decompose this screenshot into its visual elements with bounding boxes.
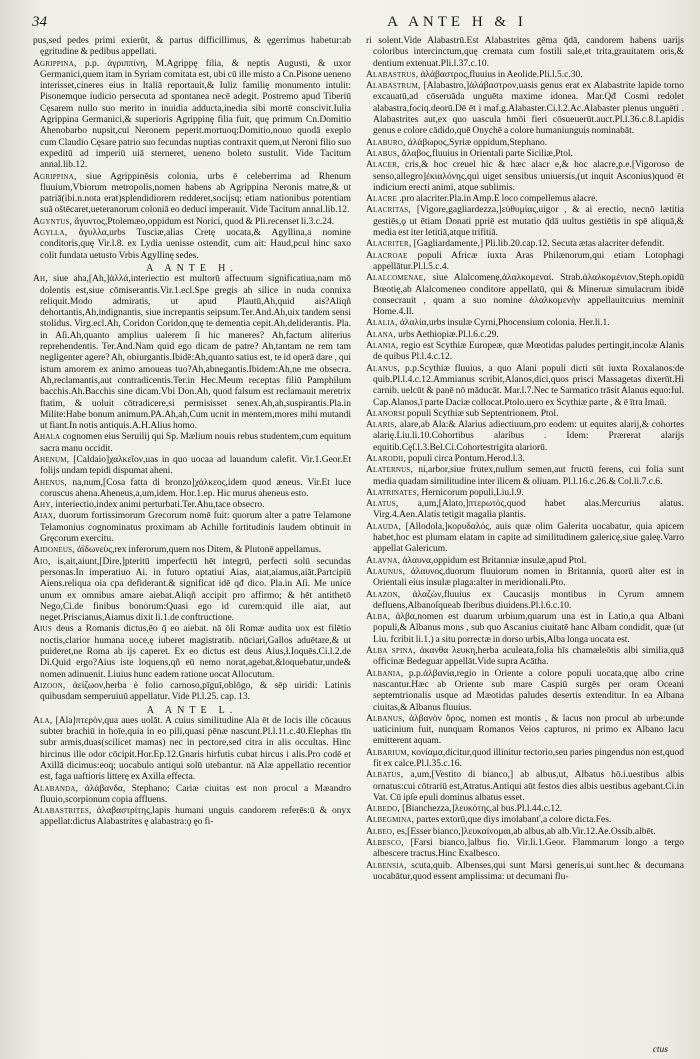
entry-lemma: Aidoneus, — [33, 545, 77, 556]
entry-lemma: Alatrinates, — [366, 487, 422, 498]
entry-alazon — [366, 590, 684, 613]
entry-lemma: Ahenus, — [33, 477, 73, 488]
entry-text: ἀλαυνα,oppidum est Britanniæ insulæ,apud Ptol. — [402, 555, 587, 566]
entry-text: urbs Aethiopiæ.Pl.l.6.c.29. — [398, 329, 499, 340]
right-column — [366, 36, 684, 1046]
entry-albarium — [366, 748, 684, 771]
entry-alaris — [366, 420, 684, 454]
entry-alanus — [366, 364, 684, 409]
entry-ahala — [33, 432, 351, 455]
entry-text: populi circa Pontum.Herod.l.3. — [407, 453, 525, 464]
entry-lemma: Alazon, — [366, 589, 413, 600]
entry-lemma: Alania, — [366, 341, 401, 352]
entry-alacre — [366, 194, 684, 205]
entry-lemma: Albensia, — [366, 860, 412, 871]
entry-text: ἀλάβωρος,Syriæ oppidum,Stephano. — [407, 137, 548, 148]
entry-alavna — [366, 556, 684, 567]
catchword: ctus — [652, 1045, 668, 1055]
entry-text: ἄγυντος,Ptolemæo,oppidum est Norici, quod & Pli.recenset li.3.c.24. — [74, 216, 335, 227]
entry-lemma: Ala, — [33, 715, 56, 726]
entry-lemma: Alacroae — [366, 250, 418, 261]
entry-text: partes extorū,que diys imolabanť,a colore dicta.Fes. — [416, 815, 612, 826]
entry-lemma: Alabastrites, — [33, 806, 97, 817]
entry-text: ἄγυλλα,urbs Tusciæ,alias Cretę uocata,& Agyllina,a nomine conditoris,quę Vir.l.8. ex Lydia uenisse ostendit, cum ait: Haud,pcul hinc saxo colit fundata uetusto Vrbis Agyllinę sedes. — [40, 228, 351, 261]
entry-text: ἀλαυνος,duorum fluuiorum nomen in Britannia, quorū alter est in Orientali eius insulæ plaga:alter in meridionali.Pto. — [373, 566, 684, 589]
left-column — [33, 36, 351, 1036]
entry-alarodii — [366, 454, 684, 465]
entry-lemma: Alanus, — [366, 363, 405, 374]
entry-aiax — [33, 511, 351, 545]
entry-aidoneus — [33, 545, 351, 556]
entry-lemma: Aizoon, — [33, 680, 73, 691]
entry-text: na,num,[Cosa fatta di bronzo]χάλκεος,idem quod æneus. Vir.Et luce coruscus ahena.Aheneus,a,um,idem. Hor.1.ep. Hic murus aheneus esto. — [40, 477, 351, 499]
entry-lemma: Alaunus, — [366, 566, 411, 577]
entry-alabastrus — [366, 70, 684, 81]
entry-lemma: Albedo, — [366, 804, 403, 815]
entry-lemma: Alba, — [366, 612, 396, 623]
entry-lemma: Alanorsi — [366, 408, 407, 419]
entry-lemma: Aius — [33, 624, 57, 635]
entry-text: [Allodola,]κορυδαλός, auis quæ olim Galerita uocabatur, quia apicem habet,hoc est plumam elatam in capite ad similitudinem galericę,siue galeę.Varro appellat Galericum. — [373, 521, 684, 555]
entry-agrippina — [33, 59, 351, 172]
entry-text: cognomen eius Seruilij qui Sp. Mælium nouis rebus studentem,cum equitum sacra manu occidit. — [40, 432, 351, 454]
entry-albensia — [366, 861, 684, 884]
entry-aizoon — [33, 681, 351, 704]
entry-text: ἀκανθα λευκη,herba aculeata,folia hīs chamæleōtis albi similia,quā officinæ Bedeguar appellāt.Vide supra Acātha. — [373, 646, 684, 668]
entry-text: es,[Esser bianco,]λευκαίνομαι,ab albus,ab alb.Vir.12.Ae.Ossib.albēt. — [396, 826, 656, 837]
entry-text: scuta,quib. Albenses,qui sunt Marsi generis,ui sunt.hec & decumana uocabātur,quod essent amplissima: ut decumani flu- — [373, 860, 684, 882]
entry-alaburo — [366, 138, 684, 149]
entry-text: ni,arbor,siue frutex,nullum semen,aut fructū ferens, cui folia sunt media quadam similitudine inter ilicem & oliuam. Pl.l.16.c.26.& Col.li.7.c.6. — [373, 465, 684, 487]
entry-alacer — [366, 160, 684, 194]
entry-text: ἀϊδωνεὺς,rex inferorum,quem nos Ditem, & Plutonē appellamus. — [76, 545, 322, 556]
entry-alba — [366, 612, 684, 646]
entry-text: ἀλβα,nomen est duarum urbium,quarum una est in Latio,a qua Albani populi,& Albanus mons , sub quo Ascanius ciuitatē hanc Albam condidit, quæ (ut Liu. fcribit li.1.) a situ porrectæ in dorso urbis,Alba longa uocata est. — [373, 612, 684, 645]
entry-alaunus — [366, 567, 684, 590]
entry-lemma: Albanus, — [366, 713, 410, 724]
entry-ahenum — [33, 455, 351, 478]
entry-alalia — [366, 318, 684, 329]
entry-agrippina-colonia — [33, 172, 351, 217]
entry-alatrinates — [366, 488, 684, 499]
entry-text: [Vigore,gagliardezza,]εὐθυμίας,uigor , & ai erectio, necnō lætitia gestiēs,ǫ ut ētiam Donati ppriē est mutatio q̄dā uultus gestiētis in spē aliquā,& media est iter letitiā,atque trifitiā. — [373, 205, 684, 239]
entry-lemma: Albegmina, — [366, 815, 417, 826]
entry-alabus — [366, 149, 684, 160]
entry-aio — [33, 557, 351, 625]
entry-alanorsi — [366, 409, 684, 420]
entry-text: ἀλάβαστρος,fluuius in Aeolide.Pli.l.5.c.30. — [420, 69, 583, 80]
entry-text: Hernicorum populi,Liu.l.9. — [421, 487, 524, 498]
entry-text: ἀλάβανδα, Stephano; Cariæ ciuitas est non procul a Mæandro fluuio,scorpionum copia affluens. — [40, 783, 351, 805]
entry-lemma: Ahy, — [33, 500, 56, 511]
entry-text: κονίαμα,dicitur,quod illinitur tectorio,seu paries pingendus non est,quod fit ex calce.Pl.l.35.c.16. — [373, 747, 684, 769]
entry-lemma: Alatus, — [366, 499, 418, 510]
entry-ah — [33, 274, 351, 432]
section-heading: A ANTE H. — [146, 262, 238, 274]
entry-text: alare,ab Ala:& Alarius adiectiuum,pro eodem: ut equites alarij,& cohortes alarię.Liu.li.10.Cohortibus alaribus . Idem: Prærerat alarijs equitib.Cęſ.l.3.Bel.Ci.Cohortestrigita alariorū. — [373, 420, 684, 453]
entry-lemma: Alavna, — [366, 555, 403, 566]
entry-text: ἀλβανὸν ὄρος, nomen est montis , & lacus non procul ab urbe:unde uaticinium fuit, nunquam Romanos Veios capturos, ni primo ex Albano lacu emitterent aquam. — [373, 713, 684, 747]
entry-lemma: Ahenum, — [33, 454, 74, 465]
entry-lemma: Alalcomenae, — [366, 273, 433, 284]
entry-lemma: Albesco, — [366, 838, 411, 849]
entry-text: duorum fortissimorum Grecorum nomē fuit: quorum alter a patre Telamone Telamonius cognominatus proximam ab Achille fortitudinis laudem obtinuit in Grȩcorum exercitu. — [40, 511, 351, 545]
entry-albesco — [366, 838, 684, 861]
entry-text: siue aha,[Ah,]ἀλλά,interiectio est multorū affectuum significatiua,nam mō dolentis est,siue cōmiserantis.Vir.1.ecl.Spe gregis ah silice in nuda connixa reliquit.Modo admiratis, ut apud Plautū,Ah,quid ais?Aliqñ dehortantis,Ah,indignantis, siue increpantis seipsum.Ter.And.Ah,uix tandem sensi stolidus. Virg.ecl.Ah, Coridon Coridon,quę te dementia cepit.Ah,deliderantis. Pla. in Aſi.Ah,quanto amplius ualerem ſi hic maneres? Ah,factum aliterius reprehendentis. Ter.And.Nam quid ego dicam de patre? Ah,tantam ne rem tam negligenter agere? Ah, obiurgantis.Ibidē:Ah,quanto satius est, te id operā dare , qui istum amorem ex animo amoueas tuo?Ah,abnegantis.Ibidem:Ah,ne me obsecra. Ah,reclamantis,aut contradicentis.Ter.in Hec.Meum receptas filiū Pamphilum bacchis.Ah.Bacchis sine dicam.Vbi Don.Ah, quod falsum est reclamauit meretrix ftatim, & uoluit cōtradicere,si permisisset senex.Ah,ah,suspirantis.Pla.in Milite:Habe bonum animum.PA.Ah,ah,Cum ucnit in mentem,mores mihi mutandi ut fiant.In notis antiquis.A.H.Alius homo. — [40, 274, 351, 432]
entry-lemma: Albarium, — [366, 747, 412, 758]
entry-albegmina — [366, 815, 684, 826]
entry-text: is,ait,aiunt,[Dire,]pteritū imperfectū hēt integrū, perfecti solū secundas personas.In imperatiuo Ai. in futuro optatiui Aias, aiat,aiamus,aiāt.Partcipiū Aiens.reliqua oia cpa defiderant.& significat idē qđ dico. Pla.in Aſi. Me unice unum ex omnibus amare aiebat.Aliqñ accipit pro affirmo; & hēt antithetō Nego,Ci.de finibus bonorum:Quasi ego id curem:quid ille aiat, aut neget.Priscianus,Aiamus dixit li.1.de conftructione. — [40, 556, 351, 624]
entry-lemma: Alabastrus, — [366, 69, 421, 80]
entry-text: deus a Romanis dictus,ēo q̄ eo aiebat. nā ōli Romæ audita uox est filētio noctis,clarior humana uoce,ę iuberet magistratib. nūciari,Gallos aduētare,& ut puideret,ne Roma ab ijs caperet. Ex eo dictus est deus Aius,ł.Ioquēs.Ci.l.2.de Di.Quid ergo?Aius iste loquens,qñ eū nemo norat,agebat,&loquebatur,unde& nomen adinuenit. Liuius hunc eadem ratione uocat Allocutum. — [40, 624, 351, 680]
page-number: 34 — [32, 14, 47, 30]
entry-lemma: Alacritas, — [366, 205, 417, 216]
entry-alacritas — [366, 205, 684, 239]
entry-text: [Gagliardamente,] Pli.lib.20.cap.12. Secuta ætas alacriter defendit. — [413, 239, 665, 250]
entry-lemma: Alaburo, — [366, 137, 408, 148]
entry-alana — [366, 330, 684, 341]
entry-lemma: Alana, — [366, 329, 399, 340]
entry-agylla — [33, 228, 351, 262]
entry-text: ἀείζωον,herba è folio carnoso,pīguī,oblōgo, & sēp uiridi: Latinis quibusdam semperuiuū appellatur. Vide Pl.l.25. cap. 13. — [40, 680, 351, 703]
entry-lemma: Alacre — [366, 194, 400, 205]
entry-lemma: Albania, — [366, 668, 409, 679]
entry-lemma: Alabanda, — [33, 783, 85, 794]
entry-albanus — [366, 714, 684, 748]
entry-lemma: Alacer, — [366, 160, 406, 171]
entry-lemma: Alacriter, — [366, 239, 414, 250]
entry-albania — [366, 669, 684, 714]
entry-text: populi Scythiæ sub Septentrionem. Ptol. — [406, 408, 559, 419]
entry-lemma: Agylla, — [33, 228, 79, 239]
entry-continuation — [33, 36, 351, 59]
entry-text: p.p.Scythiæ fluuius, a quo Alani populi dicti sūt iuxta Roxalanos:de quib.Pl.l.4.c.12.Ammianus scribit,Alanos,dici,quos prisci Massagetas dixerūt.Hi carnib. uelcūt & panē nō māducāt. Mar.l.7.Nec te Sarmatico trāsit Alanus equo:Iul. Cap.Alanos,ī parte Daciæ collocat.Ptolo.uero ex Scythiæ parte , & ē ītra Imaū. — [373, 363, 684, 408]
entry-alauda — [366, 522, 684, 556]
entry-lemma: Alabus, — [366, 148, 402, 159]
entry-aius — [33, 624, 351, 680]
entry-alabastrites — [33, 806, 351, 829]
entry-alania — [366, 341, 684, 364]
entry-lemma: Aiax, — [33, 511, 59, 522]
entry-lemma: Alaris, — [366, 420, 400, 431]
entry-lemma: Alalia, — [366, 318, 400, 329]
entry-text: [Bianchezza,]λευκότης,al bus.Pl.l.44.c.12. — [402, 804, 563, 815]
entry-albedo — [366, 804, 684, 815]
entry-text: [Ala]πτερὸν,qua aues uolāt. A cuius similitudine Ala ēt de locis ille cōcauus subter brachiū in hoīe,quia in eo pili,quasi pēnæ nascunt.Pl.l.11.c.40.Elephas tīn subr armis,duas(scilicet mamas) nec in pectore,sed citra in alis occultas. Hinc hircinus ille odor cōcipit.Hor.Ep.12.Gnaris hirfutis cubat hircus i alis.Pro codē et Axillā dicimus:eoq; uocabulo antiqui solū utebantur. nā Alæ appellatio recentior est, faga uaftioris litterę ex Axilla effecta. — [40, 715, 351, 783]
entry-lemma: Aio, — [33, 556, 58, 567]
entry-lemma: Alabastrum, — [366, 81, 424, 92]
entry-text: ri solent.Vide Alabastrū.Est Alabastrites gēma q̄dā, candorem habens uarijs coloribus intercinctum,quę cremata cum fostili sale,et trita,grauitatem oris,& dentium extenuat.Pli.l.37.c.10. — [366, 36, 684, 69]
entry-lemma: Alarodii, — [366, 453, 408, 464]
entry-agyntus — [33, 217, 351, 228]
entry-text: siue Agrippinēsis colonia, urbs ē celeberrima ad Rhenum fluuium,Vbiorum metropolis,nomen habens ab Agrippina Neronis matre,& ut patriā(ibi.n.nota erat)splendidiorem redderet,socijsq; etiam nationibus potentiam suā oštēcaret,ueteranorum coloniā eo deduci imperauit. Vide Tacitum annal.lib.12. — [40, 171, 351, 216]
entry-text: regio est Scythiæ Europeæ, quæ Mœotidas paludes pertingit,incolæ Alanis de quibus Pl.l.4.c.12. — [373, 341, 684, 363]
entry-lemma: Agrippina, — [33, 58, 85, 69]
entry-alalcomenae — [366, 273, 684, 318]
entry-lemma: Albeo, — [366, 826, 397, 837]
entry-albatus — [366, 770, 684, 804]
entry-alabastrum — [366, 81, 684, 137]
page-header — [32, 12, 672, 34]
entry-lemma: Albatus, — [366, 770, 411, 781]
entry-text: pus,sed pedes primi exierūt, & partus difficillimus, & ęgerrimus habetur:ab ęgritudine & pedibus appellati. — [33, 36, 351, 58]
entry-lemma: Alauda, — [366, 521, 406, 532]
entry-text: [Caldaio]χαλκεῖον,uas in quo uocaa ad lauandum calefit. Vir.1.Geor.Et folijs undam tepidi dispumat aheni. — [40, 454, 351, 477]
entry-text: populi Africæ iuxta Aras Philænorum,qui etiam Lotophagi appellātur.Pl.l.5.c.4. — [373, 250, 684, 272]
entry-ahy — [33, 500, 351, 511]
entry-continuation — [366, 36, 684, 70]
entry-text: a,um,[Vestito di bianco,] ab albus,ut, Albatus hō.i.uestibus albis ornatus:cui cōtrariū est,Atratus.Antiqui aūt festos dies albis uestibus agebant.Ci.in Vat. Cū ipſe epuli dominus albatus esset. — [373, 770, 684, 803]
entry-text: ἀλαζὼν,fluuius ex Caucasijs montibus in Cyrum amnem defluens,Albanoſqueab Iberibus diuidens.Pl.l.6.c.10. — [373, 589, 684, 611]
entry-text: ἄλαβος,fluuius in Orientali parte Siciliæ,Ptol. — [401, 148, 573, 159]
entry-lemma: Ahala — [33, 432, 63, 443]
entry-ahenus — [33, 478, 351, 501]
entry-text: ἀλαλία,urbs insulæ Cyrni,Phocensium colonia. Her.li.1. — [399, 318, 610, 329]
entry-text: cris,& hoc creuel hic & hæc alacr e,& hoc alacre,p.e.[Vigoroso de senso,allegro]ἐκιαλόνης,qui uiget sensibus uniuersis,(ut inquit Asconius)quod ēt indicium erecti animi, atque sublimis. — [373, 160, 684, 193]
entry-text: siue Alalcomenę,ἀλαλκομεναί. Strab.ἀλαλκομένιον,Steph.opidū Bœotię,ab Alalcomeneo conditore appellatū, qui & Mineruæ simulacrum ibidē consecrauit , quam a suo nomine ἀλαλκομενὴν appellauitcuius meminit Home.4.Il. — [373, 273, 684, 318]
entry-lemma: Agrippina, — [33, 171, 86, 182]
entry-text: a,um,[Alato,]πτερωτὸς,quod habet alas.Mercurius alatus. Virg.4.Aen.Alatis tetigit magalia plantis. — [373, 499, 684, 521]
entry-text: [Alabastro,]ἀλάβαστρον,uasis genus erat ex Alabastrite lapide torno excauatū,ad cōseruāda unguēta maxime idonea. Mar.Qđ Cosmi redolet alabastra,fociq.deorū.Dē ēt i maf.g.Alabaster.Ci.l.2.Ac.Alabaster plenus unguēti . Alabastrites aut,ex quo uascula hmōi fieri cōsueuerūt.auct.Pl.l.36.c.8.Lapidis genus e colore cādido,quē Onychē a colore humaniunguis nominabāt. — [373, 81, 684, 137]
entry-lemma: Alba spina, — [366, 646, 420, 657]
entry-alacriter — [366, 239, 684, 250]
entry-lemma: Agyntus, — [33, 216, 75, 227]
entry-alaternus — [366, 465, 684, 488]
entry-alba-spina — [366, 646, 684, 669]
entry-text: [Farsi bianco,]albus fio. Vir.li.1.Geor. Flammarum longo a tergo albescere tractus.Hinc Exalbesco. — [373, 838, 684, 860]
entry-text: p.p.ἀλβανία,regio in Oriente a colore populi uocata,quę albo crine nascantur.Hæc ab Oriente sub mare Caspiū surgēs per oram Oceani septemtrionalis usque ad Mæotidas paludes desertis extenditur. In ea Albana ciuitas,& Albanus fluuius. — [373, 668, 684, 713]
entry-albeo — [366, 827, 684, 838]
entry-alabanda — [33, 784, 351, 807]
entry-lemma: Ah, — [33, 274, 54, 285]
entry-text: ἀλαβαστρίτης,lapis humani unguis candorem referēs:ū & onyx appellat:dictus Alabastrites ę alabastra:ǫ ęo fi- — [40, 806, 351, 828]
entry-lemma: Alaternus, — [366, 465, 419, 476]
entry-alatus — [366, 499, 684, 522]
entry-text: .pro alacriter.Pla.in Amp.E loco compellemus alacre. — [399, 194, 598, 205]
entry-text: interiectio,index animi perturbati.Ter.Ahu,tace obsecro. — [55, 500, 265, 511]
entry-text: p.p. ἀγριππίνη, M.Agrippę filia, & neptis Augusti, & uxor Germanici,quem itam in Syriam comitata est, ubi cū ille misto a Cn.Pisone ueneno interisset,cineres eius in Italiā reportauit,& Iuliz familię monumento intulit: Pisonemque iudicio persecuta ad spontanea necē adegit. Postremo apud Tiberiū Cęsarem nullo suo merito in inuidia adducta,inedia sibi mortē conscivit.Iulia Agrippina Germanici,& superioris Agrippinę filia fuit, quę primum Cn.Domitio Ahenobarbo nupsit,cui Neronem peperit.mortuoq;Domitio,nouo quodā exeplo cum Claudio Cęsare patrio suo fecundas nuptias contraxit quem,ut Neroni filio suo expeditū ad imperiū uiā sterneret, ueneno boleto sustulit. Vide Tacitum annal.lib.12. — [40, 58, 351, 171]
running-head: A ANTE H & I — [387, 14, 527, 30]
entry-alacroae — [366, 251, 684, 274]
entry-ala — [33, 716, 351, 784]
section-heading: A ANTE L. — [146, 704, 238, 716]
